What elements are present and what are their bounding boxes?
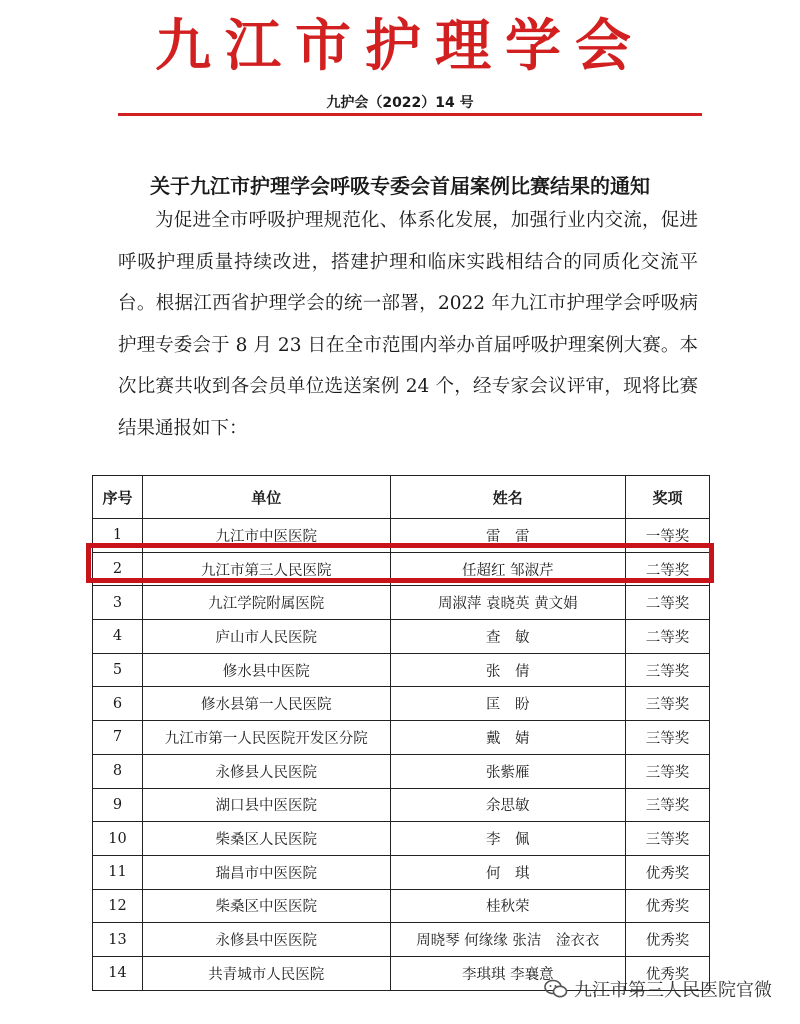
cell-index: 4 [93, 620, 143, 654]
cell-name: 余思敏 [390, 788, 626, 822]
cell-unit: 庐山市人民医院 [142, 620, 390, 654]
cell-name: 匡 盼 [390, 687, 626, 721]
cell-award: 三等奖 [626, 788, 710, 822]
header-index: 序号 [93, 476, 143, 519]
table-row [93, 519, 710, 553]
cell-index: 6 [93, 687, 143, 721]
cell-award: 三等奖 [626, 687, 710, 721]
cell-unit: 湖口县中医医院 [142, 788, 390, 822]
cell-award: 二等奖 [626, 620, 710, 654]
cell-award: 三等奖 [626, 721, 710, 755]
cell-name: 桂秋荣 [390, 889, 626, 923]
table-row [93, 586, 710, 620]
cell-award: 三等奖 [626, 754, 710, 788]
table-row [93, 788, 710, 822]
cell-award: 优秀奖 [626, 923, 710, 957]
document-number: 九护会（2022）14 号 [326, 95, 474, 111]
cell-index: 11 [93, 855, 143, 889]
cell-index: 8 [93, 754, 143, 788]
cell-index: 9 [93, 788, 143, 822]
cell-unit: 九江市第一人民医院开发区分院 [142, 721, 390, 755]
cell-award: 优秀奖 [626, 956, 710, 990]
results-table-body [93, 519, 710, 991]
results-table-container [92, 475, 710, 991]
cell-unit: 瑞昌市中医医院 [142, 855, 390, 889]
cell-unit: 柴桑区中医医院 [142, 889, 390, 923]
header-divider [118, 113, 702, 116]
wechat-icon [544, 979, 568, 999]
watermark-text: 九江市第三人民医院官微 [574, 980, 772, 1001]
cell-name: 任超红 邹淑芹 [390, 552, 626, 586]
cell-name: 李琪琪 李襄意 [390, 956, 626, 990]
table-row [93, 653, 710, 687]
cell-unit: 共青城市人民医院 [142, 956, 390, 990]
cell-name: 张 倩 [390, 653, 626, 687]
table-row [93, 721, 710, 755]
table-row [93, 687, 710, 721]
cell-name: 雷 雷 [390, 519, 626, 553]
cell-name: 周晓琴 何缘缘 张洁 淦衣衣 [390, 923, 626, 957]
cell-name: 周淑萍 袁晓英 黄文娟 [390, 586, 626, 620]
wechat-watermark [544, 976, 772, 1002]
cell-unit: 九江学院附属医院 [142, 586, 390, 620]
cell-award: 三等奖 [626, 653, 710, 687]
table-row [93, 754, 710, 788]
cell-index: 12 [93, 889, 143, 923]
cell-unit: 永修县人民医院 [142, 754, 390, 788]
cell-index: 7 [93, 721, 143, 755]
table-row [93, 923, 710, 957]
table-row [93, 889, 710, 923]
cell-unit: 柴桑区人民医院 [142, 822, 390, 856]
table-row [93, 822, 710, 856]
cell-index: 1 [93, 519, 143, 553]
cell-name: 查 敏 [390, 620, 626, 654]
table-row [93, 855, 710, 889]
cell-unit: 九江市中医医院 [142, 519, 390, 553]
cell-award: 二等奖 [626, 552, 710, 586]
cell-award: 一等奖 [626, 519, 710, 553]
cell-index: 5 [93, 653, 143, 687]
cell-award: 优秀奖 [626, 855, 710, 889]
cell-unit: 九江市第三人民医院 [142, 552, 390, 586]
table-row [93, 620, 710, 654]
cell-index: 10 [93, 822, 143, 856]
cell-unit: 修水县第一人民医院 [142, 687, 390, 721]
header-unit: 单位 [142, 476, 390, 519]
cell-unit: 永修县中医医院 [142, 923, 390, 957]
cell-name: 李 佩 [390, 822, 626, 856]
org-title: 九江市护理学会 [155, 14, 645, 79]
cell-unit: 修水县中医院 [142, 653, 390, 687]
cell-index: 13 [93, 923, 143, 957]
cell-index: 3 [93, 586, 143, 620]
cell-name: 何 琪 [390, 855, 626, 889]
cell-award: 三等奖 [626, 822, 710, 856]
notice-paragraph: 为促进全市呼吸护理规范化、体系化发展，加强行业内交流，促进呼吸护理质量持续改进，搭建护理和临床实践相结合的同质化交流平台。根据江西省护理学会的统一部署，2022 年九江市护理学会呼吸病护理专委会于 8 月 23 日在全市范围内举办首届呼吸护理案例大赛。本次比赛共收到各会员单位选送案例 24 个，经专家会议评审，现将比赛结果通报如下： [118, 210, 698, 439]
header-award: 奖项 [626, 476, 710, 519]
notice-title: 关于九江市护理学会呼吸专委会首届案例比赛结果的通知 [150, 174, 650, 198]
results-table [92, 475, 710, 991]
cell-index: 2 [93, 552, 143, 586]
table-row [93, 552, 710, 586]
table-header-row [93, 476, 710, 519]
cell-name: 戴 婧 [390, 721, 626, 755]
cell-name: 张紫雁 [390, 754, 626, 788]
header-name: 姓名 [390, 476, 626, 519]
cell-award: 二等奖 [626, 586, 710, 620]
cell-index: 14 [93, 956, 143, 990]
cell-award: 优秀奖 [626, 889, 710, 923]
